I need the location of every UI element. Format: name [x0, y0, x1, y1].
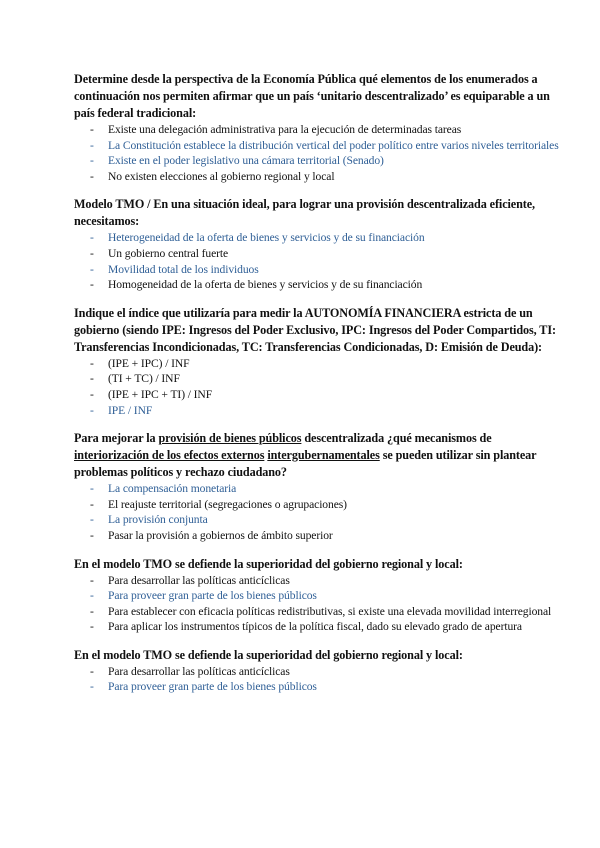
answer-options	[74, 230, 560, 292]
answer-option	[74, 122, 560, 138]
answer-option-correct	[74, 153, 560, 169]
answer-option-text: La Constitución establece la distribución vertical del poder político entre varios niveles territoriales	[108, 138, 559, 152]
underlined-phrase: provisión de bienes públicos	[158, 431, 302, 446]
dash-bullet-icon: -	[90, 262, 94, 276]
question-text	[74, 196, 560, 230]
dash-bullet-icon: -	[90, 664, 94, 678]
dash-bullet-icon: -	[90, 246, 94, 260]
answer-option-text: Movilidad total de los individuos	[108, 262, 259, 276]
dash-bullet-icon: -	[90, 231, 94, 245]
answer-option-text: (TI + TC) / INF	[108, 372, 180, 386]
answer-option-text: (IPE + IPC) / INF	[108, 356, 190, 370]
dash-bullet-icon: -	[90, 403, 94, 417]
dash-bullet-icon: -	[90, 123, 94, 136]
underlined-phrase: interiorización de los efectos externos	[74, 448, 265, 463]
answer-options	[74, 573, 560, 635]
answer-option-text: La provisión conjunta	[108, 513, 208, 527]
answer-option-correct	[74, 588, 560, 604]
answer-option-correct	[74, 138, 560, 154]
answer-option-text: Existe en el poder legislativo una cámara territorial (Senado)	[108, 154, 384, 168]
answer-option-text: Para desarrollar las políticas anticíclicas	[108, 664, 290, 678]
answer-option-correct	[74, 403, 560, 419]
answer-option	[74, 387, 560, 403]
answer-options	[74, 664, 560, 695]
dash-bullet-icon: -	[90, 169, 94, 183]
answer-option	[74, 169, 560, 185]
answer-option	[74, 573, 560, 589]
question-text-segment: En el modelo TMO se defiende la superioridad del gobierno regional y local:	[74, 556, 463, 571]
question-block	[74, 196, 560, 292]
dash-bullet-icon: -	[90, 372, 94, 386]
question-text	[74, 430, 560, 481]
answer-option	[74, 371, 560, 387]
answer-option-text: Para proveer gran parte de los bienes públicos	[108, 589, 317, 603]
question-text	[74, 305, 560, 356]
answer-option-text: Un gobierno central fuerte	[108, 246, 229, 260]
dash-bullet-icon: -	[90, 154, 94, 168]
answer-option-correct	[74, 262, 560, 278]
answer-option-text: Para aplicar los instrumentos típicos de la política fiscal, dado su elevado grado de apertura	[108, 620, 522, 634]
answer-option	[74, 497, 560, 513]
question-block	[74, 71, 560, 184]
underlined-phrase: intergubernamentales	[267, 448, 380, 463]
answer-option-text: Heterogeneidad de la oferta de bienes y servicios y de su financiación	[108, 231, 425, 245]
question-block	[74, 556, 560, 635]
question-text-segment: Determine desde la perspectiva de la Economía Pública qué elementos de los enumerados a continuación nos permiten afirmar que un país ‘unitario descentralizado’ es equiparable a un país federal tradicional:	[74, 72, 550, 120]
dash-bullet-icon: -	[90, 497, 94, 511]
answer-options	[74, 122, 560, 184]
question-text-segment: Para mejorar la	[74, 431, 159, 446]
question-text	[74, 71, 560, 122]
answer-option-text: Para proveer gran parte de los bienes públicos	[108, 680, 317, 694]
question-block	[74, 647, 560, 695]
answer-options	[74, 481, 560, 543]
answer-option	[74, 528, 560, 544]
answer-option	[74, 664, 560, 680]
answer-option-correct	[74, 512, 560, 528]
dash-bullet-icon: -	[90, 513, 94, 527]
dash-bullet-icon: -	[90, 528, 94, 542]
question-block	[74, 430, 560, 543]
answer-option-text: Existe una delegación administrativa para la ejecución de determinadas tareas	[108, 123, 462, 136]
question-text-segment: En el modelo TMO se defiende la superioridad del gobierno regional y local:	[74, 647, 463, 662]
answer-option	[74, 246, 560, 262]
answer-option	[74, 277, 560, 293]
question-text-segment: descentralizada ¿qué mecanismos de	[301, 431, 492, 446]
answer-option-text: La compensación monetaria	[108, 482, 237, 496]
dash-bullet-icon: -	[90, 620, 94, 634]
answer-options	[74, 356, 560, 418]
dash-bullet-icon: -	[90, 387, 94, 401]
answer-option-text: No existen elecciones al gobierno regional y local	[108, 169, 335, 183]
answer-option-text: Homogeneidad de la oferta de bienes y servicios y de su financiación	[108, 278, 423, 292]
answer-option-text: El reajuste territorial (segregaciones o agrupaciones)	[108, 497, 347, 511]
answer-option-correct	[74, 679, 560, 695]
answer-option-text: (IPE + IPC + TI) / INF	[108, 387, 213, 401]
dash-bullet-icon: -	[90, 604, 94, 618]
question-text-segment: Indique el índice que utilizaría para medir la AUTONOMÍA FINANCIERA estricta de un gobierno (siendo IPE: Ingresos del Poder Exclusivo, IPC: Ingresos del Poder Compartidos, TI: Transferencias Incondicionadas, TC: Transferencias Condicionadas, D: Emisión de Deuda):	[74, 305, 556, 354]
answer-option-text: Pasar la provisión a gobiernos de ámbito superior	[108, 528, 333, 542]
answer-option-text: IPE / INF	[108, 403, 153, 417]
answer-option-correct	[74, 230, 560, 246]
dash-bullet-icon: -	[90, 589, 94, 603]
answer-option-text: Para establecer con eficacia políticas redistributivas, si existe una elevada movilidad interregional	[108, 604, 552, 618]
answer-option-text: Para desarrollar las políticas anticíclicas	[108, 573, 290, 587]
dash-bullet-icon: -	[90, 356, 94, 370]
question-text-segment: se pueden utilizar sin plantear problemas políticos y rechazo ciudadano?	[74, 448, 537, 480]
answer-option	[74, 604, 560, 620]
answer-option	[74, 356, 560, 372]
question-text	[74, 647, 560, 664]
dash-bullet-icon: -	[90, 573, 94, 587]
dash-bullet-icon: -	[90, 278, 94, 292]
dash-bullet-icon: -	[90, 138, 94, 152]
dash-bullet-icon: -	[90, 482, 94, 496]
answer-option-correct	[74, 481, 560, 497]
question-block	[74, 305, 560, 418]
answer-option	[74, 619, 560, 635]
question-text-segment: Modelo TMO / En una situación ideal, para lograr una provisión descentralizada eficiente, necesitamos:	[74, 197, 536, 229]
question-text	[74, 556, 560, 573]
dash-bullet-icon: -	[90, 680, 94, 694]
